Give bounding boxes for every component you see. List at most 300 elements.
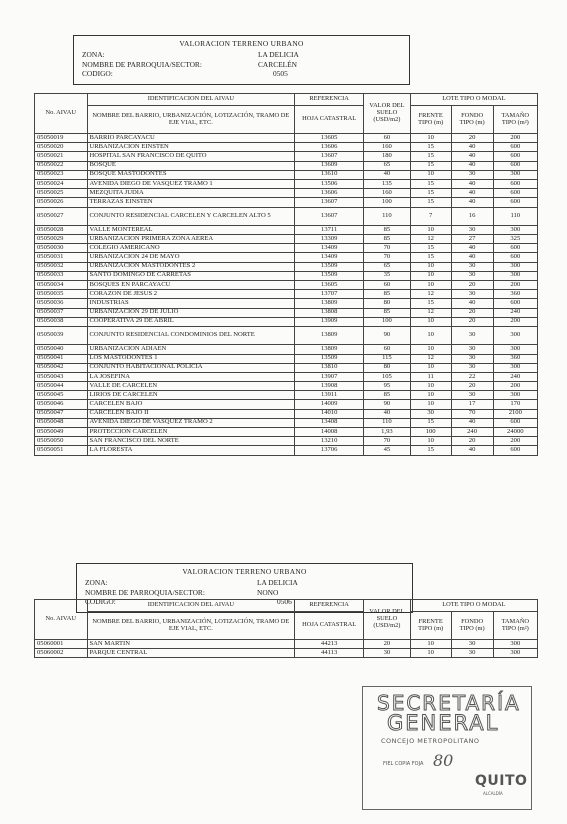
cell-tamano: 600 bbox=[493, 161, 537, 170]
table-row bbox=[35, 363, 538, 372]
col-nombre: NOMBRE DEL BARRIO, URBANIZACIÓN, LOTIZACIÓN, TRAMO DE EJE VIAL, ETC. bbox=[87, 106, 295, 134]
cell-fondo: 30 bbox=[451, 225, 493, 234]
cell-tamano: 110 bbox=[493, 207, 537, 225]
cell-no-aivau: 05050040 bbox=[35, 345, 88, 354]
cell-hoja: 13908 bbox=[295, 382, 364, 391]
cell-valor: 45 bbox=[364, 446, 411, 455]
cell-hoja: 14010 bbox=[295, 409, 364, 418]
cell-valor: 135 bbox=[364, 179, 411, 188]
cell-frente: 15 bbox=[410, 253, 451, 262]
stamp-line-secretaria: SECRETARÍA bbox=[377, 691, 521, 715]
cell-no-aivau: 05050029 bbox=[35, 235, 88, 244]
cell-nombre: SAN MARTIN bbox=[87, 640, 295, 649]
cell-nombre: MEZQUITA JUDIA bbox=[87, 189, 295, 198]
cell-no-aivau: 05050044 bbox=[35, 382, 88, 391]
cell-no-aivau: 05050022 bbox=[35, 161, 88, 170]
cell-tamano: 600 bbox=[493, 244, 537, 253]
table-row bbox=[35, 400, 538, 409]
cell-nombre: URBANIZACION PRIMERA ZONA AEREA bbox=[87, 235, 295, 244]
cell-hoja: 13808 bbox=[295, 308, 364, 317]
cell-frente: 10 bbox=[410, 437, 451, 446]
zona-value: LA DELICIA bbox=[257, 578, 298, 587]
cell-nombre: COLEGIO AMERICANO bbox=[87, 244, 295, 253]
cell-nombre: INDUSTRIAS bbox=[87, 299, 295, 308]
cell-fondo: 30 bbox=[451, 262, 493, 271]
cell-nombre: LA FLORESTA bbox=[87, 446, 295, 455]
cell-tamano: 300 bbox=[493, 649, 537, 658]
cell-tamano: 200 bbox=[493, 382, 537, 391]
cell-nombre: URBANIZACION 29 DE JULIO bbox=[87, 308, 295, 317]
cell-nombre: BARRIO PARCAYACU bbox=[87, 134, 295, 143]
cell-frente: 15 bbox=[410, 198, 451, 207]
table-row bbox=[35, 179, 538, 188]
cell-hoja: 13907 bbox=[295, 372, 364, 381]
col-no-aivau: No. AIVAU bbox=[35, 94, 88, 134]
cell-fondo: 240 bbox=[451, 428, 493, 437]
col-no-aivau: No. AIVAU bbox=[35, 600, 88, 640]
cell-hoja: 13606 bbox=[295, 189, 364, 198]
cell-frente: 10 bbox=[410, 225, 451, 234]
cell-hoja: 13707 bbox=[295, 290, 364, 299]
stamp-quito-logo: QUITO bbox=[475, 773, 528, 789]
cell-valor: 160 bbox=[364, 143, 411, 152]
table-row bbox=[35, 207, 538, 225]
cell-no-aivau: 05050028 bbox=[35, 225, 88, 234]
cell-tamano: 600 bbox=[493, 179, 537, 188]
cell-tamano: 600 bbox=[493, 299, 537, 308]
cell-frente: 7 bbox=[410, 207, 451, 225]
cell-tamano: 300 bbox=[493, 391, 537, 400]
cell-nombre: URBANIZACION ADIAEN bbox=[87, 345, 295, 354]
table-row bbox=[35, 235, 538, 244]
cell-frente: 10 bbox=[410, 281, 451, 290]
table-row bbox=[35, 409, 538, 418]
header-row-parroquia bbox=[77, 588, 412, 598]
table-body-nono bbox=[35, 640, 538, 658]
cell-frente: 15 bbox=[410, 152, 451, 161]
cell-nombre: CONJUNTO RESIDENCIAL CONDOMINIOS DEL NORTE bbox=[87, 326, 295, 344]
cell-no-aivau: 05050032 bbox=[35, 262, 88, 271]
cell-frente: 30 bbox=[410, 409, 451, 418]
cell-frente: 15 bbox=[410, 418, 451, 427]
table-row bbox=[35, 253, 538, 262]
cell-nombre: VALLE DE CARCELEN bbox=[87, 382, 295, 391]
cell-hoja: 13809 bbox=[295, 326, 364, 344]
table-row bbox=[35, 225, 538, 234]
cell-tamano: 300 bbox=[493, 262, 537, 271]
cell-nombre: TERRAZAS EINSTEN bbox=[87, 198, 295, 207]
cell-valor: 30 bbox=[364, 649, 411, 658]
cell-fondo: 20 bbox=[451, 382, 493, 391]
cell-hoja: 13911 bbox=[295, 391, 364, 400]
cell-hoja: 13909 bbox=[295, 317, 364, 326]
cell-valor: 85 bbox=[364, 225, 411, 234]
cell-no-aivau: 05050030 bbox=[35, 244, 88, 253]
cell-no-aivau: 05050035 bbox=[35, 290, 88, 299]
cell-frente: 10 bbox=[410, 317, 451, 326]
cell-fondo: 30 bbox=[451, 326, 493, 344]
cell-valor: 90 bbox=[364, 326, 411, 344]
cell-valor: 70 bbox=[364, 253, 411, 262]
cell-frente: 10 bbox=[410, 134, 451, 143]
table-row bbox=[35, 290, 538, 299]
header-row-codigo bbox=[74, 69, 409, 79]
cell-fondo: 40 bbox=[451, 446, 493, 455]
cell-fondo: 20 bbox=[451, 308, 493, 317]
cell-valor: 35 bbox=[364, 271, 411, 280]
cell-fondo: 70 bbox=[451, 409, 493, 418]
cell-frente: 12 bbox=[410, 235, 451, 244]
cell-frente: 12 bbox=[410, 308, 451, 317]
cell-nombre: BOSQUE MASTODONTES bbox=[87, 170, 295, 179]
cell-hoja: 13809 bbox=[295, 345, 364, 354]
cell-valor: 105 bbox=[364, 372, 411, 381]
cell-fondo: 30 bbox=[451, 363, 493, 372]
cell-frente: 15 bbox=[410, 244, 451, 253]
cell-frente: 10 bbox=[410, 391, 451, 400]
cell-tamano: 200 bbox=[493, 437, 537, 446]
cell-valor: 65 bbox=[364, 161, 411, 170]
table-row bbox=[35, 418, 538, 427]
cell-hoja: 13810 bbox=[295, 363, 364, 372]
cell-tamano: 240 bbox=[493, 308, 537, 317]
cell-hoja: 13509 bbox=[295, 354, 364, 363]
col-lote: LOTE TIPO O MODAL bbox=[410, 600, 537, 612]
cell-nombre: URBANIZACION 24 DE MAYO bbox=[87, 253, 295, 262]
cell-frente: 10 bbox=[410, 170, 451, 179]
cell-nombre: SAN FRANCISCO DEL NORTE bbox=[87, 437, 295, 446]
cell-no-aivau: 05050038 bbox=[35, 317, 88, 326]
header-row-zona bbox=[74, 50, 409, 60]
table-row bbox=[35, 372, 538, 381]
col-hoja: HOJA CATASTRAL bbox=[295, 106, 364, 134]
cell-no-aivau: 05050048 bbox=[35, 418, 88, 427]
cell-no-aivau: 05050019 bbox=[35, 134, 88, 143]
cell-nombre: PARQUE CENTRAL bbox=[87, 649, 295, 658]
cell-no-aivau: 05050020 bbox=[35, 143, 88, 152]
cell-frente: 100 bbox=[410, 428, 451, 437]
cell-no-aivau: 05050039 bbox=[35, 326, 88, 344]
cell-frente: 11 bbox=[410, 372, 451, 381]
cell-tamano: 200 bbox=[493, 317, 537, 326]
cell-nombre: LIRIOS DE CARCELEN bbox=[87, 391, 295, 400]
cell-hoja: 14009 bbox=[295, 400, 364, 409]
cell-frente: 12 bbox=[410, 290, 451, 299]
cell-fondo: 40 bbox=[451, 161, 493, 170]
table-row bbox=[35, 437, 538, 446]
cell-no-aivau: 05050034 bbox=[35, 281, 88, 290]
col-valor: VALOR DEL SUELO (USD/m2) bbox=[364, 94, 411, 134]
cell-fondo: 20 bbox=[451, 281, 493, 290]
cell-fondo: 40 bbox=[451, 198, 493, 207]
parroquia-value: CARCELÉN bbox=[258, 59, 298, 69]
stamp-fiel-copia: FIEL COPIA FOJA bbox=[383, 761, 424, 767]
cell-nombre: AVENIDA DIEGO DE VASQUEZ TRAMO 1 bbox=[87, 179, 295, 188]
cell-fondo: 30 bbox=[451, 345, 493, 354]
cell-frente: 10 bbox=[410, 262, 451, 271]
table-row bbox=[35, 391, 538, 400]
cell-fondo: 30 bbox=[451, 354, 493, 363]
cell-hoja: 13607 bbox=[295, 152, 364, 161]
cell-tamano: 360 bbox=[493, 290, 537, 299]
cell-valor: 95 bbox=[364, 382, 411, 391]
cell-fondo: 40 bbox=[451, 152, 493, 161]
cell-fondo: 30 bbox=[451, 640, 493, 649]
cell-no-aivau: 05050045 bbox=[35, 391, 88, 400]
cell-nombre: LA JOSEFINA bbox=[87, 372, 295, 381]
cell-hoja: 13609 bbox=[295, 161, 364, 170]
cell-no-aivau: 05050050 bbox=[35, 437, 88, 446]
header-row-parroquia bbox=[74, 60, 409, 70]
cell-valor: 20 bbox=[364, 640, 411, 649]
cell-fondo: 40 bbox=[451, 143, 493, 152]
parroquia-label: NOMBRE DE PARROQUIA/SECTOR: bbox=[82, 59, 202, 69]
cell-nombre: HOSPITAL SAN FRANCISCO DE QUITO bbox=[87, 152, 295, 161]
cell-tamano: 360 bbox=[493, 354, 537, 363]
cell-valor: 70 bbox=[364, 244, 411, 253]
cell-tamano: 200 bbox=[493, 281, 537, 290]
cell-valor: 70 bbox=[364, 437, 411, 446]
cell-fondo: 40 bbox=[451, 179, 493, 188]
cell-valor: 180 bbox=[364, 152, 411, 161]
cell-valor: 85 bbox=[364, 290, 411, 299]
cell-tamano: 200 bbox=[493, 134, 537, 143]
cell-fondo: 40 bbox=[451, 253, 493, 262]
table-row bbox=[35, 281, 538, 290]
cell-no-aivau: 05060002 bbox=[35, 649, 88, 658]
cell-nombre: BOSQUES EN PARCAYACU bbox=[87, 281, 295, 290]
cell-tamano: 600 bbox=[493, 189, 537, 198]
cell-fondo: 30 bbox=[451, 170, 493, 179]
cell-valor: 60 bbox=[364, 134, 411, 143]
cell-nombre: AVENIDA DIEGO DE VASQUEZ TRAMO 2 bbox=[87, 418, 295, 427]
codigo-label: CODIGO: bbox=[82, 69, 113, 79]
header-row-zona bbox=[77, 578, 412, 588]
cell-hoja: 13809 bbox=[295, 299, 364, 308]
cell-frente: 15 bbox=[410, 189, 451, 198]
table-row bbox=[35, 428, 538, 437]
table-row bbox=[35, 271, 538, 280]
cell-no-aivau: 05050031 bbox=[35, 253, 88, 262]
cell-no-aivau: 05050047 bbox=[35, 409, 88, 418]
cell-tamano: 300 bbox=[493, 326, 537, 344]
cell-nombre: LOS MASTODONTES 1 bbox=[87, 354, 295, 363]
cell-no-aivau: 05050023 bbox=[35, 170, 88, 179]
stamp-foja-number: 80 bbox=[433, 751, 454, 770]
cell-frente: 15 bbox=[410, 143, 451, 152]
valuation-table-nono bbox=[34, 599, 538, 658]
cell-hoja: 13711 bbox=[295, 225, 364, 234]
col-frente: FRENTE TIPO (m) bbox=[410, 612, 451, 640]
header-title: VALORACION TERRENO URBANO bbox=[182, 567, 307, 576]
cell-fondo: 27 bbox=[451, 235, 493, 244]
header-title: VALORACION TERRENO URBANO bbox=[179, 39, 304, 48]
cell-no-aivau: 05050049 bbox=[35, 428, 88, 437]
cell-fondo: 40 bbox=[451, 418, 493, 427]
table-row bbox=[35, 143, 538, 152]
cell-hoja: 13309 bbox=[295, 235, 364, 244]
cell-tamano: 240 bbox=[493, 372, 537, 381]
cell-tamano: 600 bbox=[493, 418, 537, 427]
cell-valor: 85 bbox=[364, 235, 411, 244]
cell-fondo: 22 bbox=[451, 372, 493, 381]
table-row bbox=[35, 152, 538, 161]
table-row bbox=[35, 170, 538, 179]
table-row bbox=[35, 345, 538, 354]
cell-nombre: CONJUNTO RESIDENCIAL CARCELEN Y CARCELEN ALTO 5 bbox=[87, 207, 295, 225]
cell-fondo: 40 bbox=[451, 299, 493, 308]
cell-nombre: CARCELEN BAJO bbox=[87, 400, 295, 409]
cell-valor: 100 bbox=[364, 198, 411, 207]
col-referencia: REFERENCIA bbox=[295, 94, 364, 106]
cell-valor: 80 bbox=[364, 363, 411, 372]
cell-tamano: 170 bbox=[493, 400, 537, 409]
cell-no-aivau: 05050051 bbox=[35, 446, 88, 455]
cell-fondo: 20 bbox=[451, 317, 493, 326]
col-frente: FRENTE TIPO (m) bbox=[410, 106, 451, 134]
cell-tamano: 600 bbox=[493, 253, 537, 262]
zona-label: ZONA: bbox=[82, 50, 105, 59]
valuation-table-carcelen bbox=[34, 93, 538, 456]
cell-frente: 10 bbox=[410, 382, 451, 391]
cell-hoja: 13509 bbox=[295, 271, 364, 280]
cell-valor: 100 bbox=[364, 317, 411, 326]
cell-hoja: 13409 bbox=[295, 253, 364, 262]
table-row bbox=[35, 134, 538, 143]
cell-valor: 65 bbox=[364, 262, 411, 271]
cell-tamano: 300 bbox=[493, 345, 537, 354]
cell-tamano: 300 bbox=[493, 363, 537, 372]
stamp-line-general: GENERAL bbox=[387, 711, 500, 735]
col-fondo: FONDO TIPO (m) bbox=[451, 106, 493, 134]
codigo-value: 0506 bbox=[277, 597, 292, 607]
cell-valor: 110 bbox=[364, 418, 411, 427]
table-row bbox=[35, 299, 538, 308]
col-identificacion: IDENTIFICACION DEL AIVAU bbox=[87, 600, 295, 612]
cell-hoja: 13607 bbox=[295, 198, 364, 207]
cell-frente: 15 bbox=[410, 179, 451, 188]
cell-nombre: PROTECCION CARCELEN bbox=[87, 428, 295, 437]
cell-valor: 60 bbox=[364, 345, 411, 354]
cell-no-aivau: 05050036 bbox=[35, 299, 88, 308]
table-row bbox=[35, 262, 538, 271]
cell-fondo: 30 bbox=[451, 290, 493, 299]
cell-nombre: COOPERATIVA 29 DE ABRIL bbox=[87, 317, 295, 326]
cell-no-aivau: 05050027 bbox=[35, 207, 88, 225]
cell-nombre: CORAZON DE JESUS 2 bbox=[87, 290, 295, 299]
stamp-line-concejo: CONCEJO METROPOLITANO bbox=[381, 737, 480, 745]
cell-valor: 115 bbox=[364, 354, 411, 363]
cell-fondo: 40 bbox=[451, 189, 493, 198]
cell-frente: 15 bbox=[410, 299, 451, 308]
cell-nombre: CONJUNTO HABITACIONAL POLICIA bbox=[87, 363, 295, 372]
cell-hoja: 44113 bbox=[295, 649, 364, 658]
cell-tamano: 300 bbox=[493, 271, 537, 280]
cell-nombre: VALLE MONTEREAL bbox=[87, 225, 295, 234]
cell-fondo: 40 bbox=[451, 244, 493, 253]
cell-valor: 85 bbox=[364, 391, 411, 400]
cell-no-aivau: 05050037 bbox=[35, 308, 88, 317]
col-tamano: TAMAÑO TIPO (m²) bbox=[493, 612, 537, 640]
cell-hoja: 44213 bbox=[295, 640, 364, 649]
cell-frente: 12 bbox=[410, 354, 451, 363]
cell-fondo: 30 bbox=[451, 271, 493, 280]
cell-nombre: CARCELEN BAJO II bbox=[87, 409, 295, 418]
table-row bbox=[35, 317, 538, 326]
col-lote: LOTE TIPO O MODAL bbox=[410, 94, 537, 106]
cell-hoja: 13605 bbox=[295, 134, 364, 143]
cell-tamano: 600 bbox=[493, 198, 537, 207]
cell-hoja: 13509 bbox=[295, 262, 364, 271]
cell-hoja: 13409 bbox=[295, 244, 364, 253]
cell-valor: 85 bbox=[364, 308, 411, 317]
zona-value: LA DELICIA bbox=[258, 50, 299, 59]
cell-fondo: 17 bbox=[451, 400, 493, 409]
stamp-alcaldia: ALCALDÍA bbox=[483, 791, 503, 796]
cell-fondo: 20 bbox=[451, 437, 493, 446]
cell-nombre: URBANIZACION EINSTEN bbox=[87, 143, 295, 152]
table-row bbox=[35, 326, 538, 344]
parroquia-label: NOMBRE DE PARROQUIA/SECTOR: bbox=[85, 587, 205, 597]
cell-nombre: URBANIZACION MASTODONTES 2 bbox=[87, 262, 295, 271]
cell-hoja: 13210 bbox=[295, 437, 364, 446]
cell-no-aivau: 05060001 bbox=[35, 640, 88, 649]
col-tamano: TAMAÑO TIPO (m²) bbox=[493, 106, 537, 134]
table-row bbox=[35, 308, 538, 317]
cell-hoja: 13606 bbox=[295, 143, 364, 152]
cell-no-aivau: 05050024 bbox=[35, 179, 88, 188]
cell-valor: 90 bbox=[364, 400, 411, 409]
cell-frente: 10 bbox=[410, 649, 451, 658]
cell-valor: 1,93 bbox=[364, 428, 411, 437]
cell-valor: 40 bbox=[364, 409, 411, 418]
cell-tamano: 600 bbox=[493, 446, 537, 455]
cell-tamano: 600 bbox=[493, 152, 537, 161]
cell-no-aivau: 05050026 bbox=[35, 198, 88, 207]
cell-hoja: 13506 bbox=[295, 179, 364, 188]
table-row bbox=[35, 382, 538, 391]
cell-no-aivau: 05050042 bbox=[35, 363, 88, 372]
cell-hoja: 13408 bbox=[295, 418, 364, 427]
cell-tamano: 2100 bbox=[493, 409, 537, 418]
cell-frente: 10 bbox=[410, 363, 451, 372]
cell-fondo: 16 bbox=[451, 207, 493, 225]
cell-tamano: 600 bbox=[493, 143, 537, 152]
parroquia-value: NONO bbox=[257, 587, 279, 597]
cell-tamano: 300 bbox=[493, 225, 537, 234]
cell-no-aivau: 05050046 bbox=[35, 400, 88, 409]
cell-valor: 40 bbox=[364, 170, 411, 179]
col-valor: VALOR DEL SUELO (USD/m2) bbox=[364, 600, 411, 640]
cell-hoja: 13605 bbox=[295, 281, 364, 290]
table-row bbox=[35, 354, 538, 363]
table-body-carcelen bbox=[35, 134, 538, 456]
cell-tamano: 300 bbox=[493, 170, 537, 179]
cell-frente: 10 bbox=[410, 400, 451, 409]
cell-valor: 160 bbox=[364, 189, 411, 198]
cell-frente: 10 bbox=[410, 271, 451, 280]
cell-valor: 110 bbox=[364, 207, 411, 225]
cell-nombre: SANTO DOMINGO DE CARRETAS bbox=[87, 271, 295, 280]
cell-valor: 80 bbox=[364, 299, 411, 308]
cell-tamano: 300 bbox=[493, 640, 537, 649]
cell-no-aivau: 05050021 bbox=[35, 152, 88, 161]
col-hoja: HOJA CATASTRAL bbox=[295, 612, 364, 640]
cell-hoja: 13610 bbox=[295, 170, 364, 179]
col-identificacion: IDENTIFICACION DEL AIVAU bbox=[87, 94, 295, 106]
table-row bbox=[35, 198, 538, 207]
cell-hoja: 14008 bbox=[295, 428, 364, 437]
